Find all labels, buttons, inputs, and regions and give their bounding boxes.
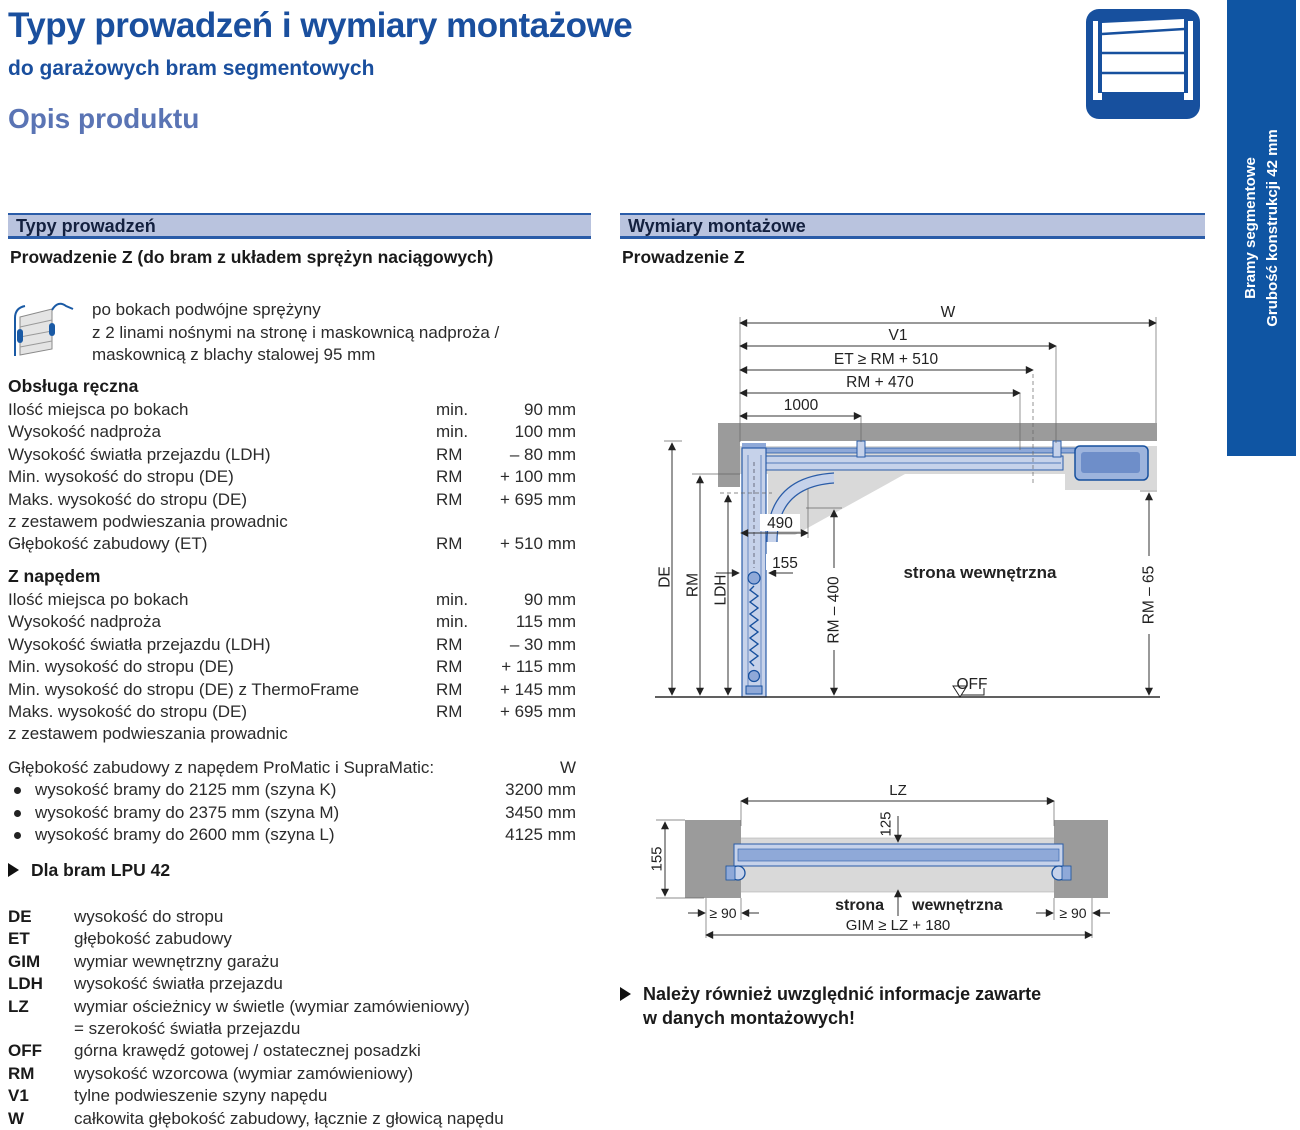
table-row: Wysokość nadproża min. 100 mm (8, 422, 576, 442)
legend-row: W całkowita głębokość zabudowy, łącznie z głowicą napędu (8, 1108, 504, 1128)
dim-490-label: 490 (767, 515, 793, 532)
diagram-plan-section (620, 770, 1205, 950)
inner-side-label: strona wewnętrzna (903, 563, 1057, 582)
track-type-pictogram (8, 296, 74, 367)
legend-row: LZ wymiar ościeżnicy w świetle (wymiar zamówieniowy) = szerokość światła przejazdu (8, 996, 470, 1039)
legend-row: V1 tylne podwieszenie szyny napędu (8, 1086, 328, 1106)
triangle-bullet-icon (620, 987, 631, 1001)
left-section-header: Typy prowadzeń (8, 213, 591, 239)
depth-col-header: W (559, 758, 576, 777)
montage-note-text: Należy również uwzględnić informacje zawarte w danych montażowych! (643, 984, 1042, 1028)
table-row: Wysokość nadproża min. 115 mm (8, 612, 576, 632)
diagram-side-section (620, 290, 1205, 735)
edge-tab-text (1240, 129, 1284, 327)
manual-section-title: Obsługa ręczna (8, 376, 139, 396)
diagram2-structure (685, 820, 1108, 898)
right-section-header: Wymiary montażowe (620, 213, 1205, 239)
lead-desc-line: po bokach podwójne sprężyny (92, 300, 321, 319)
bullet-icon (14, 787, 21, 794)
table-row: Maks. wysokość do stropu (DE) RM + 695 mm (8, 702, 576, 722)
dim-155-label: 155 (772, 555, 798, 572)
table-row: z zestawem podwieszania prowadnic (8, 512, 288, 532)
depth-heading-row (8, 757, 576, 779)
dim-v1-label: V1 (888, 327, 908, 344)
off-label: OFF (956, 676, 988, 693)
table-row: Ilość miejsca po bokach min. 90 mm (8, 590, 576, 609)
diagram1-structure (655, 423, 1160, 697)
table-row: Ilość miejsca po bokach min. 90 mm (8, 400, 576, 419)
bullet-icon (14, 810, 21, 817)
dim-ldh-label: LDH (712, 574, 730, 606)
section-title: Opis produktu (8, 103, 200, 134)
dim-de-label: DE (656, 566, 674, 588)
page-title: Typy prowadzeń i wymiary montażowe (8, 6, 633, 45)
manual-spec-table (8, 399, 576, 556)
legend-row: DE wysokość do stropu (8, 907, 224, 926)
dim-gim-label: GIM ≥ LZ + 180 (845, 917, 951, 934)
page-subtitle: do garażowych bram segmentowych (8, 57, 375, 80)
inner-side-label-left: strona (835, 897, 884, 914)
table-row: Wysokość światła przejazdu (LDH) RM – 80 mm (8, 444, 576, 464)
legend-row: LDH wysokość światła przejazdu (8, 974, 283, 994)
dim-rm65-label: RM – 65 (1140, 565, 1158, 625)
legend-row: OFF górna krawędź gotowej / ostatecznej posadzki (8, 1041, 421, 1061)
lead-desc-line: z 2 linami nośnymi na stronę i maskownicą nadproża / (92, 322, 500, 342)
dim-rm470-label: RM + 470 (846, 374, 914, 391)
dim-rm400-label: RM – 400 (825, 576, 843, 644)
depth-item: wysokość bramy do 2125 mm (szyna K) 3200 mm (8, 779, 576, 801)
edge-tab-line2: Grubość konstrukcji 42 mm (1263, 129, 1281, 327)
montage-note (620, 982, 1041, 1030)
legend-list (8, 906, 591, 1130)
dim-1000-label: 1000 (783, 397, 819, 414)
dim-lz-label: LZ (889, 782, 907, 799)
table-row: Wysokość światła przejazdu (LDH) RM – 30 mm (8, 634, 576, 654)
dim-155-label: 155 (648, 846, 666, 872)
depth-item: wysokość bramy do 2375 mm (szyna M) 3450 mm (8, 802, 576, 824)
legend-row: RM wysokość wzorcowa (wymiar zamówieniowy) (8, 1063, 414, 1083)
depth-section (8, 757, 576, 847)
lead-desc-line: maskownicą z blachy stalowej 95 mm (92, 345, 376, 364)
dim-125-label: 125 (877, 811, 895, 837)
table-row: Min. wysokość do stropu (DE) RM + 115 mm (8, 657, 576, 677)
triangle-bullet-icon (8, 863, 19, 877)
legend-row: ET głębokość zabudowy (8, 929, 232, 949)
depth-heading: Głębokość zabudowy z napędem ProMatic i SupraMatic: (8, 758, 435, 777)
legend-row: GIM wymiar wewnętrzny garażu (8, 951, 280, 971)
left-lead-title: Prowadzenie Z (do bram z układem sprężyn naciągowych) (10, 247, 494, 267)
lead-description (92, 299, 587, 367)
right-lead-title: Prowadzenie Z (622, 247, 745, 267)
dim-rm-label: RM (684, 572, 702, 598)
dim-et-label: ET ≥ RM + 510 (833, 351, 939, 368)
lpu-note (8, 860, 170, 881)
table-row: Maks. wysokość do stropu (DE) RM + 695 mm (8, 489, 576, 509)
dim-w-label: W (940, 304, 956, 321)
table-row: Głębokość zabudowy (ET) RM + 510 mm (8, 534, 576, 554)
dim-ge90-left-label: ≥ 90 (709, 905, 737, 921)
edge-tab (1227, 0, 1296, 456)
table-row: Min. wysokość do stropu (DE) z ThermoFrame RM + 145 mm (8, 679, 576, 699)
edge-tab-line1: Bramy segmentowe (1241, 157, 1259, 299)
table-row: Min. wysokość do stropu (DE) RM + 100 mm (8, 467, 576, 487)
depth-item: wysokość bramy do 2600 mm (szyna L) 4125 mm (8, 824, 576, 846)
inner-side-label-right: wewnętrzna (912, 897, 1003, 914)
lpu-note-text: Dla bram LPU 42 (31, 860, 171, 880)
powered-section-title: Z napędem (8, 566, 101, 586)
dim-ge90-right-label: ≥ 90 (1059, 905, 1087, 921)
powered-spec-table (8, 589, 576, 746)
bullet-icon (14, 832, 21, 839)
sectional-door-icon (1085, 8, 1202, 128)
table-row: z zestawem podwieszania prowadnic (8, 724, 288, 744)
